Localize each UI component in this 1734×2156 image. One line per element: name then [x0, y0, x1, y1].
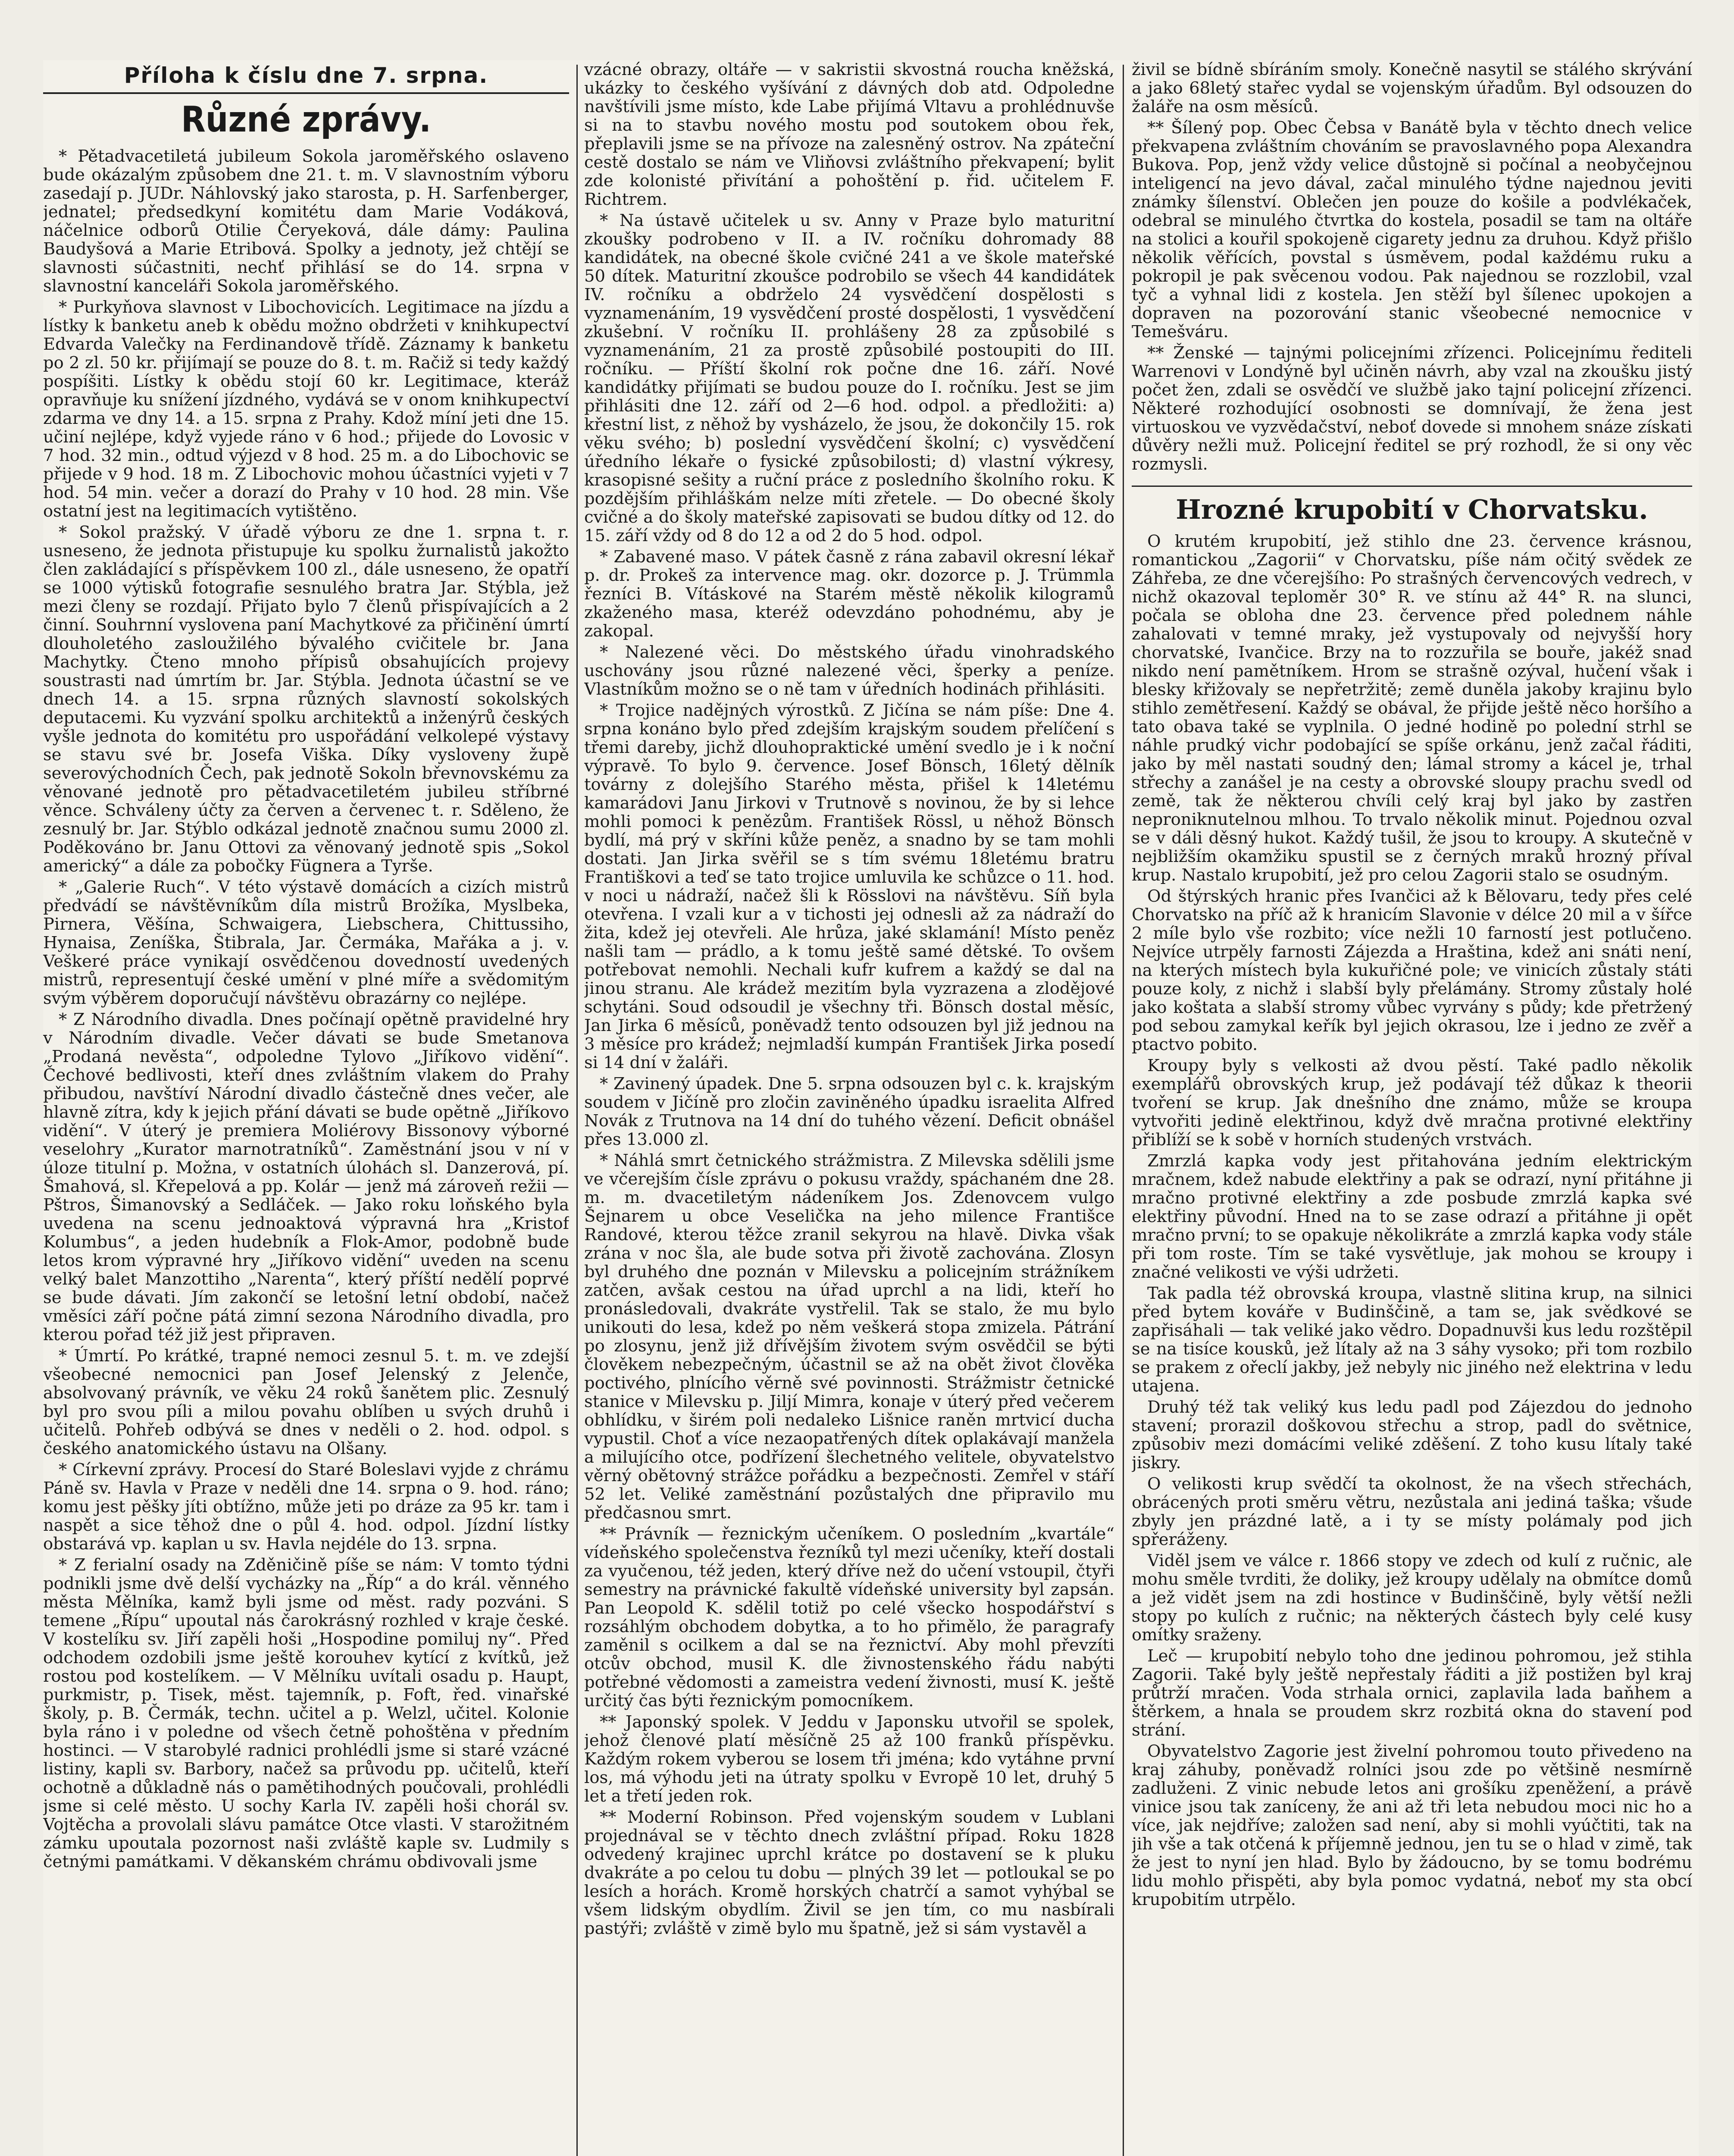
column-2: [584, 60, 1114, 2156]
article-continued: vzácné obrazy, oltáře — v sakristii skvostná roucha kněžská, ukázky to českého vyšívání z dávných dob atd. Odpoledne navštívili jsme místo, kde Labe přijímá Vltavu a prohlédnuvše si na to stavbu nového mostu pod soutokem obou řek, přeplavili jsme se na přívoze na zalesněný ostrov. Na zpáteční cestě dostalo se nám ve Vliňovsi zvláštního překvapení; bylit zde kolonisté přivítání a pohoštění p. řid. učitelem F. Richtrem.: [584, 60, 1114, 209]
article-ferialni-osada: * Z ferialní osady na Zděničině píše se nám: V tomto týdni podnikli jsme dvě delší vycházky na „Říp“ a do král. věnného města Mělníka, kamž byli jsme od měst. rady pozváni. S temene „Řípu“ upoutal nás čarokrásný rozhled v kraje české. V kostelíku sv. Jiří zapěli hoši „Hospodine pomiluj ny“. Před odchodem ozdobili jsme ještě korouhev kytící z kvítků, jež rostou pod kostelíkem. — V Mělníku uvítali osadu p. Haupt, purkmistr, p. Tisek, měst. tajemník, p. Foft, řed. vinařské školy, p. B. Čermák, techn. učitel a p. Welzl, učitel. Kolonie byla ráno i v poledne od všech četně pohoštěna v předním hostinci. — V starobylé radnici prohlédli jsme si staré vzácné listiny, kapli sv. Barbory, načež sa průvodu pp. učitelů, kteří ochotně a důkladně nás o pamětihodných poučovali, prohlédli jsme si celé město. U sochy Karla IV. zapěli hoši chorál sv. Vojtěcha a provolali slávu památce Otce vlasti. V starožitném zámku upoutala pozornost naši zvláště kaple sv. Ludmily s četnými památkami. V děkanském chrámu obdivovali jsme: [43, 1555, 569, 1871]
article-sokol-prazsky: * Sokol pražský. V úřadě výboru ze dne 1. srpna t. r. usneseno, že jednota přistupuje ku spolku žurnalistů jakožto člen zakládající s příspěvkem 100 zl., dále usneseno, že opatří se 1000 výtisků fotografie sesnulého bratra Jar. Stýbla, jež mezi členy se rozdají. Přijato bylo 7 členů přispívajících a 2 činní. Souhrnní vyslovena paní Machytkové za přičinění úmrtí dlouholetého zasloužilého bývalého cvičitele br. Jana Machytky. Čteno mnoho přípisů obsahujících projevy soustrasti nad úmrtím br. Jar. Stýbla. Jednota účastní se ve dnech 14. a 15. srpna různých slavností sokolských deputacemi. Ku vyzvání spolku architektů a inženýrů českých vyšle jednota do komitétu pro uspořádání velkolepé výstavy se stavu své br. Josefa Viška. Díky vysloveny župě severovýchodních Čech, pak jednotě Sokoln břevnovskému za věnované jednotě pro pětadvacetiletém jubileu stříbrné věnce. Schváleny účty za červen a červenec t. r. Sděleno, že zesnulý br. Jar. Stýblo odkázal jednotě značnou sumu 2000 zl. Poděkováno br. Janu Ottovi za věnovaný jednotě spis „Sokol americký“ a dále za pobočky Fügnera a Tyrše.: [43, 523, 569, 876]
krupobiti-par-6: Druhý též tak veliký kus ledu padl pod Zájezdou do jednoho stavení; prorazil doškovou střechu a strop, padl do světnice, způsobiv mezi domácími veliké zděšení. Z toho kusu lítaly také jiskry.: [1132, 1398, 1692, 1473]
article-trojice: * Trojice nadějných výrostků. Z Jičína se nám píše: Dne 4. srpna konáno bylo před zdejším krajským soudem přelíčení s třemi dareby, jichž dlouhopraktické umění svedlo je i k noční výpravě. To bylo 9. července. Josef Bönsch, 16letý dělník továrny z dolejšího Starého města, přišel k 14letému kamarádovi Janu Jirkovi v Trutnově s novinou, že by si lehce mohli pomoci k penězům. František Rössl, u něhož Bönsch bydlí, má prý v skříni kůže peněz, a snadno by se tam mohli dostati. Jan Jirka svěřil se s tím svému 18letému bratru Františkovi a teď se tato trojice umluvila ke schůzce o 11. hod. v noci u nádraží, načež šli k Rösslovi na návštěvu. Síň byla otevřena. I vzali kur a v tichosti jej odnesli až za nádraží do žita, kdež jej otevřeli. Ale hrůza, jaké sklamání! Místo peněz našli tam — prádlo, a k tomu ještě samé dětské. To ovšem potřebovat nemohli. Nechali kufr kufrem a každý se dal na jinou stranu. Ale krádež mezitím byla vyzrazena a zlodějové schytáni. Soud odsoudil je všechny tři. Bönsch dostal měsíc, Jan Jirka 6 měsíců, poněvadž tento odsouzen byl již jednou na 3 měsíce pro krádež; nejmladší kumpán František Jirka posedí si 14 dní v žaláři.: [584, 701, 1114, 1072]
krupobiti-par-3: Kroupy byly s velkosti až dvou pěstí. Také padlo několik exemplářů obrovských krup, jež podávají též důkaz k theorii tvoření se krup. Jak dnešního dne známo, může se kroupa vytvořiti jedině elektřinou, když dvě mračna protivné elektřiny přiblíží se k sobě v horních studených vrstvách.: [1132, 1056, 1692, 1150]
krupobiti-par-4: Zmrzlá kapka vody jest přitahována jedním elektrickým mračnem, kdež nabude elektřiny a pak se odrazí, nyní přitáhne ji mračno protivné elektřiny a zde posbude zmrzlá kapka své elektřiny původní. Hned na to se zase odrazí a přitáhne ji opět mračno první; to se opakuje několikráte a zmrzlá kapka vody stále při tom roste. Tím se také vysvětluje, jak mohou se kroupy i značné velikosti ve výši udržeti.: [1132, 1151, 1692, 1282]
article-japonsky-spolek: ** Japonský spolek. V Jeddu v Japonsku utvořil se spolek, jehož členové platí měsíčně 25 až 100 franků příspěvku. Každým rokem vyberou se losem tři jména; kdo vytáhne první los, má výhodu jeti na útraty spolku v Evropě 10 let, druhý 5 let a třetí jeden rok.: [584, 1712, 1114, 1806]
article-zabavene-maso: * Zabavené maso. V pátek časně z rána zabavil okresní lékař p. dr. Prokeš za intervence mag. okr. dozorce p. J. Trümmla řezníci B. Vításkové na Starém městě několik kilogramů zkaženého masa, kteréž odevzdáno pohodnému, aby je zakopal.: [584, 547, 1114, 641]
krupobiti-par-10: Obyvatelstvo Zagorie jest živelní pohromou touto přivedeno na kraj záhuby, poněvadž rolníci jsou zde po většině nesmírně zadluženi. Z vinic nebude letos ani grošíku zpeněžení, a právě vinice jsou tak zaníceny, že ani až tři leta nebudou moci nic ho a více, jak nejdříve; založen sad není, aby si mohli vyúčtiti, tak na jih vše a tak otčená k příjemně jednou, jen tu se o hlad v zimě, tak že jest to nyní jen hlad. Bylo by žádoucno, by se tomu bodrému lidu mohlo přispěti, aby byla pomoc vydatná, neboť my sta obcí krupobitím utrpělo.: [1132, 1742, 1692, 1909]
article-galerie-ruch: * „Galerie Ruch“. V této výstavě domácích a cizích mistrů předvádí se návštěvníkům díla mistrů Brožíka, Myslbeka, Pirnera, Věšína, Schwaigera, Liebschera, Chittussiho, Hynaisa, Zeníška, Štibrala, Jar. Čermáka, Mařáka a j. v. Veškeré práce vynikají osvědčenou dovedností uvedených mistrů, representují české umění v plné míře a svědomitým svým výběrem doporučují návštěvu obrazárny co nejlépe.: [43, 877, 569, 1008]
column-1: [43, 60, 569, 2156]
krupobiti-par-9: Leč — krupobití nebylo toho dne jedinou pohromou, jež stihla Zagorii. Také byly ještě nepřestaly řáditi a již postižen byl kraj průtrží mračen. Voda strhala ornici, zaplavila lada baňhem a štěrkem, a hnala se proudem skrz rozbitá okna do stavení pod strání.: [1132, 1646, 1692, 1740]
column-rule-2: [1123, 65, 1124, 2156]
article-continued-3: živil se bídně sbíráním smoly. Konečně nasytil se stálého skrývání a jako 68letý stařec vydal se vojenským úřadům. Byl odsouzen do žaláře na osm měsíců.: [1132, 60, 1692, 116]
article-strazmistr: * Náhlá smrt četnického strážmistra. Z Milevska sdělili jsme ve včerejším čísle zprávu o pokusu vraždy, spáchaném dne 28. m. m. dvacetiletým nádeníkem Jos. Zdenovcem vulgo Šejnarem u obce Veselička na jeho milence Františce Randové, kterou těžce zranil sekyrou na hlavě. Divka však zrána v noc šla, ale bude sotva při životě zachována. Zlosyn byl druhého dne poznán v Milevsku a policejním strážníkem zatčen, avšak cestou na úřad uprchl a na lidi, kteří ho pronásledovali, dvakráte vystřelil. Tak se stalo, že mu bylo unikouti do lesa, kdež po něm veškerá stopa zmizela. Pátrání po zlosynu, jenž již dřívějším životem svým osvědčil se býti člověkem nebezpečným, účastnil se až na obět život člověka poctivého, plnícího věrně své povinnosti. Strážmistr četnické stanice v Milevsku p. Jiljí Mimra, konaje v úterý před večerem obhlídku, v širém poli nedaleko Lišnice raněn mrtvicí ducha vypustil. Choť a více nezaopatřených dítek oplakávají manžela a milujícího otce, podřízení šlechetného velitele, obyvatelstvo věrný obětovný strážce pořádku a bezpečnosti. Zemřel v stáří 52 let. Veliké zaměstnání pozůstalých dne připravilo mu předčasnou smrt.: [584, 1151, 1114, 1523]
article-sileny-pop: ** Šílený pop. Obec Čebsa v Banátě byla v těchto dnech velice překvapena zvláštním chováním se pravoslavného popa Alexandra Bukova. Pop, jenž vždy velice důstojně si počínal a neobyčejnou inteligencí na jevo dával, začal minulého týdne najednou jeviti známky šílenství. Oblečen jen pouze do košile a podvlékaček, odebral se minulého čtvrtka do kostela, posadil se tam na oltáře na stolici a kouřil spokojeně cigarety jednu za druhou. Když přišlo několik věřících, povstal s úsměvem, podal každému ruku a pokropil je pak svěcenou vodou. Pak najednou se rozzlobil, vzal tyč a vyhnal lidi z kostela. Jen stěží byl šílenec upokojen a dopraven na pozorování stanic všeobecné nemocnice v Temešváru.: [1132, 118, 1692, 342]
krupobiti-par-5: Tak padla též obrovská kroupa, vlastně slitina krup, na silnici před bytem kováře v Budinščině, a tam se, jak svědkové se zapřisáhali — tak veliké jako vědro. Dopadnuvši kus ledu rozštěpil se na tisíce kousků, jež lítaly až na 3 sáhy vysoko; při tom rozbilo se prakem z ořeclí jakby, jež nebyly nic jiného než elektrina v ledu utajena.: [1132, 1284, 1692, 1396]
article-upadek: * Zavinený úpadek. Dne 5. srpna odsouzen byl c. k. krajským soudem v Jičíně pro zločin zaviněného úpadku israelita Alfred Novák z Trutnova na 14 dní do tuhého vězení. Deficit obnášel přes 13.000 zl.: [584, 1074, 1114, 1149]
article-purkyne: * Purkyňova slavnost v Libochovicích. Legitimace na jízdu a lístky k banketu aneb k obědu možno obdržeti v knihkupectví Edvarda Valečky na Ferdinandově třídě. Záznamy k banketu po 2 zl. 50 kr. přijímají se pouze do 8. t. m. Račiž si tedy každý pospíšiti. Lístky k obědu stojí 60 kr. Legitimace, kteráž opravňuje ku snížení jízdného, vydává se v onom knihkupectví zdarma ve dny 14. a 15. srpna z Prahy. Kdož míní jeti dne 15. učiní nejlépe, když vyjede ráno v 6 hod.; přijede do Lovosic v 7 hod. 32 min., odtud výjezd v 8 hod. 25 m. a do Libochovic se přijede v 9 hod. 18 m. Z Libochovic mohou účastníci vyjeti v 7 hod. 54 min. večer a dorazí do Prahy v 10 hod. 28 min. Vše ostatní jest na legitimacích vytištěno.: [43, 298, 569, 521]
article-sokol-jaromer: * Pětadvacetiletá jubileum Sokola jaroměřského oslaveno bude okázalým způsobem dne 21. t. m. V slavnostním výboru zasedají p. JUDr. Náhlovský jako starosta, p. H. Sarfenberger, jednatel; předsedkyní komitétu dam Marie Vodáková, náčelnice odborů Otilie Čeryeková, dále dámy: Paulina Baudyšová a Marie Etribová. Spolky a jednoty, jež chtějí se slavnosti súčastniti, nechť přihlásí se do 14. srpna v slavnostní kanceláři Sokola jaroměřského.: [43, 147, 569, 296]
supplement-header: Příloha k číslu dne 7. srpna.: [43, 63, 569, 94]
krupobiti-par-2: Od štýrských hranic přes Ivančici až k Bělovaru, tedy přes celé Chorvatsko na příč až k hranicím Slavonie v délce 20 mil a v šířce 2 míle bylo vše rozbito; více nežli 10 farností jest potlučeno. Nejvíce utrpěly farnosti Zájezda a Hraština, kdež ani snáti není, na kterých místech byla kukuřičné pole; ve vinicích zůstaly státi pouze koly, z nichž i slabší byly přelámány. Stromy zůstaly holé jako koštata a slabší stromy vůbec vyrvány s půdy; kde přetržený pod sebou zamykal keřík byl jejich okrasou, lze i jedno ze zvěř a ptactvo pobito.: [1132, 887, 1692, 1054]
article-umrti: * Úmrtí. Po krátké, trapné nemoci zesnul 5. t. m. ve zdejší všeobecné nemocnici pan Josef Jelenský z Jelenče, absolvovaný právník, ve věku 24 roků šanětem plic. Zesnulý byl pro svou píli a milou povahu oblíben u svých druhů i učitelů. Pohřeb odbývá se dnes v neděli o 2. hod. odpol. s českého anatomického ústavu na Olšany.: [43, 1346, 569, 1458]
krupobiti-par-1: O krutém krupobití, jež stihlo dne 23. července krásnou, romantickou „Zagorii“ v Chorvatsku, píše nám očitý svědek ze Záhřeba, ze dne včerejšího: Po strašných červencových vedrech, v nichž okazoval teploměr 30° R. ve stínu až 44° R. na slunci, počala se obloha dne 23. července před polednem náhle zahalovati v temné mraky, jež vystupovaly od nejvyšší hory chorvatské, Ivančice. Brzy na to rozzuřila se bouře, jakéž snad nikdo není pamětníkem. Hrom se strašně ozýval, hučení však i blesky křižovaly se nepřetržitě; země duněla jakoby krajinu bylo stihlo zemětřesení. Každý se obával, že přijde ještě něco horšího a tato obava také se vyplnila. O jedné hodině po polední strhl se náhle prudký vichr podobající se spíše orkánu, jenž začal řáditi, jako by měl nastati soudný den; lámal stromy a kácel je, trhal střechy a zanášel je na cesty a obrovské sloupy prachu svedl od země, tak že některou chvíli celý kraj byl jako by zastřen neproniknutelnou mlhou. To trvalo několik minut. Pojednou ozval se v dáli děsný hukot. Každý tušil, že jsou to kroupy. A skutečně v nejbližším okamžiku spustil se z černých mraků hrozný příval krup. Nastalo krupobití, jež pro celou Zagorii stalo se osudným.: [1132, 532, 1692, 885]
column-3: [1132, 60, 1692, 2156]
article-zenske: ** Ženské — tajnými policejními zřízenci. Policejnímu řediteli Warrenovi v Londýně byl učiněn návrh, aby vzal na zkoušku jistý počet žen, zdali se osvědčí ve službě jako tajní policejní zřízenci. Některé rozhodující osobnosti se domnívají, že žena jest virtuoskou ve vyzvědačství, neboť dovede si mnohem snáze získati důvěry nežli muž. Policejní ředitel se prý rozhodl, že si ony věc rozmysli.: [1132, 343, 1692, 474]
article-nalezene-veci: * Nalezené věci. Do městského úřadu vinohradského uschovány jsou různé nalezené věci, šperky a peníze. Vlastníkům možno se o ně tam v úředních hodinách přihlásiti.: [584, 642, 1114, 699]
article-title-krupobiti: Hrozné krupobití v Chorvatsku.: [1132, 486, 1692, 525]
krupobiti-par-7: O velikosti krup svědčí ta okolnost, že na všech střechách, obrácených proti směru větru, nezůstala ani jediná taška; všude zbyly jen prázdné latě, a i ty se místy polámaly pod jich spřeráženy.: [1132, 1474, 1692, 1549]
article-ustav-ucitelek: * Na ústavě učitelek u sv. Anny v Praze bylo maturitní zkoušky podrobeno v II. a IV. ročníku dohromady 88 kandidátek, na obecné škole cvičné 241 a ve škole mateřské 50 dítek. Maturitní zkoušce podrobilo se všech 44 kandidátek IV. ročníku a obdrželo 24 vysvědčení dospělosti s vyznamenáním, 19 vysvědčení prosté dospělosti, 1 vysvědčení zkušební. V ročníku II. prohlášeny 28 za způsobilé s vyznamenáním, 21 za prostě způsobilé postoupiti do III. ročníku. — Příští školní rok počne dne 16. září. Nové kandidátky přijímati se budou pouze do I. ročníku. Jest se jim přihlásiti dne 12. září od 2—6 hod. odpol. a předložiti: a) křestní list, z něhož by vysházelo, že jsou, že dokončily 15. rok věku svého; b) poslední vysvědčení školní; c) vysvědčení úředního lékaře o fysické způsobilosti; d) vlastní výkresy, krasopisné sešity a ruční práce z posledního školního roku. K pozdějším přihláškám nelze míti zřetele. — Do obecné školy cvičné a do školy mateřské zapisovati se budou dítky od 12. do 15. září vždy od 8 do 12 a od 2 do 5 hod. odpol.: [584, 211, 1114, 545]
newspaper-page: [43, 60, 1699, 2156]
article-pravnik: ** Právník — řeznickým učeníkem. O posledním „kvartále“ vídeňského společenstva řezníků tyl mezi učeníky, kteří dostali za vyučenou, též jeden, který dříve než do učení vstoupil, čtyři semestry na právnické fakultě vídeňské university byl zapsán. Pan Leopold K. sdělil totiž po celé všecko hospodářství s rozsáhlým obchodem dobytka, a to ho přimělo, že paragrafy zaměnil s ocilkem a dal se na řeznictví. Aby mohl převzíti otcův obchod, musil K. dle živnostenského řádu nabýti potřebné vědomosti a zameistra vedení živnosti, musí K. ještě určitý čas býti řeznickým pomocníkem.: [584, 1524, 1114, 1711]
article-narodni-divadlo: * Z Národního divadla. Dnes počínají opětně pravidelné hry v Národním divadle. Večer dávati se bude Smetanova „Prodaná nevěsta“, odpoledne Tylovo „Jiříkovo vidění“. Čechové bedlivosti, kteří dnes zvláštním vlakem do Prahy přibudou, navštíví Národní divadlo částečně dnes večer, ale hlavně zítra, kdy k jejich přání dávati se bude opětně „Jiříkovo vidění“. V úterý je premiera Moliérovy Bissonovy výborné veselohry „Kurator marnotratníků“. Zaměstnání jsou v ní v úloze titulní p. Možna, v ostatních úlohách sl. Danzerová, pí. Šmahová, sl. Křepelová a pp. Kolár — jenž má zároveň režii — Pštros, Šimanovský a Sedláček. — Jako roku loňského byla uvedena na scenu jednoaktová výpravná hra „Kristof Kolumbus“, a jeden hudebník a Flok-Amor, podobně bude letos krom výpravné hry „Jiříkovo vidění“ uveden na scenu velký balet Manzottiho „Narenta“, který příští nedělí poprvé se bude dávati. Jím zakončí se letošní letní období, načež vměsíci září počne pátá zimní sezona Národního divadla, pro kterou pořad též již jest připraven.: [43, 1010, 569, 1344]
article-cirkevni: * Církevní zprávy. Procesí do Staré Boleslavi vyjde z chrámu Páně sv. Havla v Praze v neděli dne 14. srpna o 9. hod. ráno; komu jest pěšky jíti obtížno, může jeti po dráze za 95 kr. tam i naspět a sice těhož dne o půl 4. hod. odpol. Jízdní lístky obstarává vp. kaplan u sv. Havla nejdéle do 13. srpna.: [43, 1460, 569, 1554]
column-rule-1: [576, 65, 578, 2156]
krupobiti-par-8: Viděl jsem ve válce r. 1866 stopy ve zdech od kulí z ručnic, ale mohu směle tvrditi, že doliky, jež kroupy udělaly na obmítce domů a jež vidět jsem na zdi hostince v Budinščině, byly větší nežli stopy po kulích z ručnic; na některých částech byly celé kusy omítky sraženy.: [1132, 1551, 1692, 1645]
article-robinson: ** Moderní Robinson. Před vojenským soudem v Lublani projednával se v těchto dnech zvláštní případ. Roku 1828 odvedený krajinec uprchl krátce po dostavení se k pluku dvakráte a po celou tu dobu — plných 39 let — potloukal se po lesích a horách. Kromě horských chatrčí a samot vyhýbal se všem lidským obydlím. Živil se jen tím, co mu nasbírali pastýři; zvláště v zimě bylo mu špatně, jež si sám vystavěl a: [584, 1808, 1114, 1938]
section-title: Různé zprávy.: [181, 99, 432, 140]
